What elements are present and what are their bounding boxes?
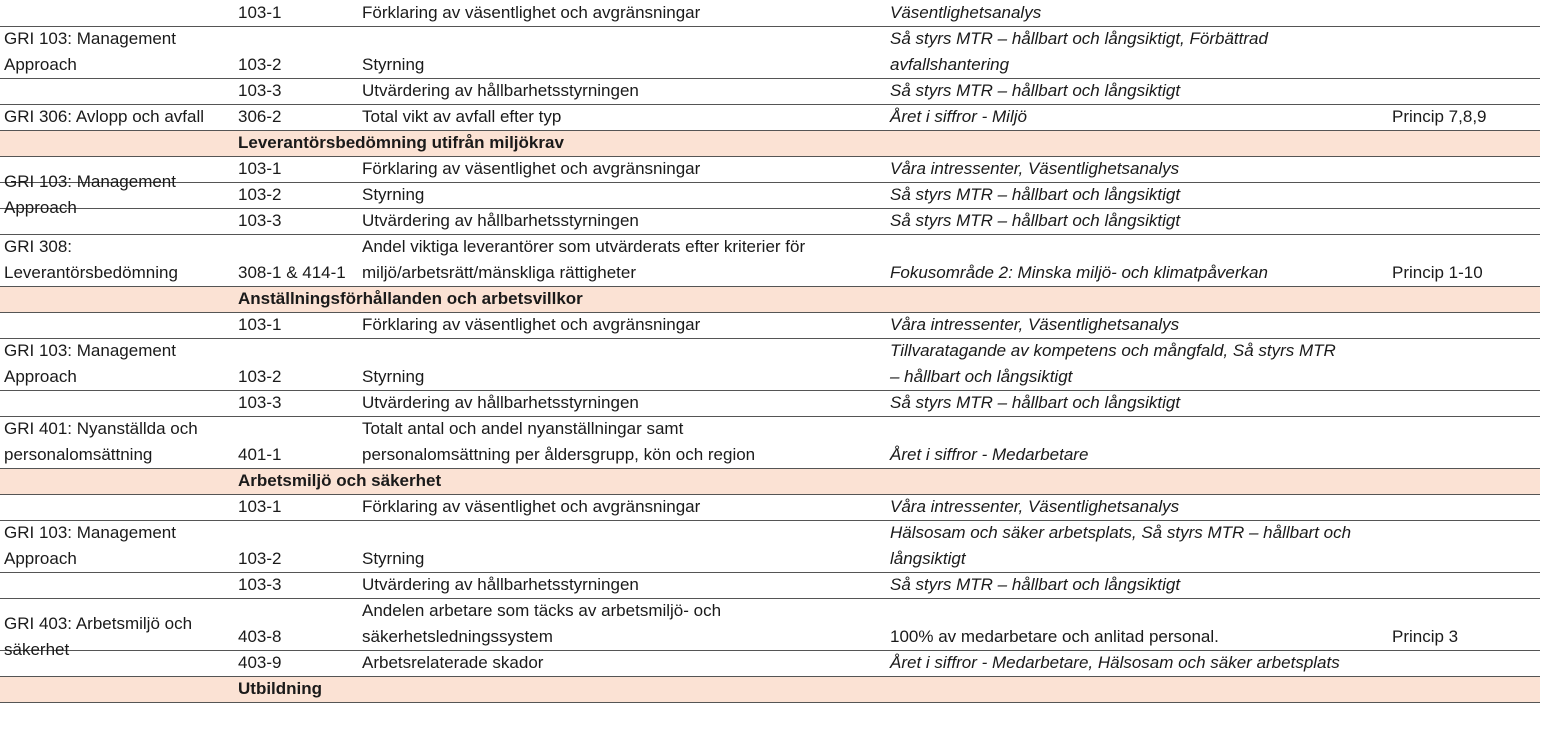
report-reference: Så styrs MTR – hållbart och långsiktigt [890,211,1181,230]
row-divider [0,208,1540,209]
gri-standard-name: GRI 103: Management [4,523,176,542]
report-reference: Våra intressenter, Väsentlighetsanalys [890,315,1180,334]
report-reference: Våra intressenter, Väsentlighetsanalys [890,159,1180,178]
disclosure-description: Förklaring av väsentlighet och avgränsningar [362,315,701,334]
section-band [0,286,1540,312]
gri-standard-name: GRI 103: Management [4,29,176,48]
report-reference: 100% av medarbetare och anlitad personal. [890,627,1219,646]
global-compact-principle: Princip 3 [1392,627,1459,646]
report-reference: Väsentlighetsanalys [890,3,1042,22]
gri-standard-name: GRI 308: [4,237,73,256]
disclosure-code: 103-1 [238,159,282,178]
disclosure-description: Andelen arbetare som täcks av arbetsmiljö- och [362,601,722,620]
disclosure-code: 308-1 & 414-1 [238,263,346,282]
report-reference: långsiktigt [890,549,966,568]
report-reference: Tillvaratagande av kompetens och mångfald, Så styrs MTR [890,341,1336,360]
gri-standard-name: Approach [4,549,77,568]
report-reference: Året i siffror - Medarbetare [890,445,1089,464]
disclosure-code: 103-3 [238,575,282,594]
global-compact-principle: Princip 1-10 [1392,263,1483,282]
disclosure-description: Förklaring av väsentlighet och avgränsningar [362,497,701,516]
row-divider [0,130,1540,131]
gri-standard-name: GRI 401: Nyanställda och [4,419,198,438]
row-divider [0,598,1540,599]
report-reference: – hållbart och långsiktigt [890,367,1073,386]
disclosure-code: 103-1 [238,315,282,334]
disclosure-code: 103-1 [238,3,282,22]
row-divider [0,676,1540,677]
disclosure-description: Styrning [362,367,425,386]
disclosure-description: Förklaring av väsentlighet och avgränsningar [362,3,701,22]
disclosure-description: Styrning [362,55,425,74]
row-divider [0,78,1540,79]
gri-standard-name: GRI 103: Management [4,172,176,191]
disclosure-description: säkerhetsledningssystem [362,627,553,646]
gri-standard-name: GRI 403: Arbetsmiljö och [4,614,193,633]
section-band [0,676,1540,702]
gri-standard-name: Approach [4,367,77,386]
row-divider [0,416,1540,417]
row-divider [0,182,1540,183]
disclosure-description: Andel viktiga leverantörer som utvärderats efter kriterier för [362,237,806,256]
gri-standard-name: säkerhet [4,640,70,659]
disclosure-description: personalomsättning per åldersgrupp, kön och region [362,445,756,464]
row-divider [0,26,1540,27]
report-reference: Våra intressenter, Väsentlighetsanalys [890,497,1180,516]
gri-standard-name: personalomsättning [4,445,153,464]
gri-standard-name: Leverantörsbedömning [4,263,178,282]
disclosure-description: Utvärdering av hållbarhetsstyrningen [362,393,639,412]
disclosure-code: 103-2 [238,55,282,74]
row-divider [0,702,1540,703]
disclosure-description: Förklaring av väsentlighet och avgränsningar [362,159,701,178]
row-divider [0,390,1540,391]
disclosure-code: 306-2 [238,107,282,126]
disclosure-description: Styrning [362,185,425,204]
gri-standard-name: GRI 103: Management [4,341,176,360]
section-band [0,130,1540,156]
row-divider [0,104,1540,105]
gri-standard-name: GRI 306: Avlopp och avfall [4,107,205,126]
section-heading: Arbetsmiljö och säkerhet [238,471,442,490]
report-reference: Fokusområde 2: Minska miljö- och klimatpåverkan [890,263,1268,282]
report-reference: Så styrs MTR – hållbart och långsiktigt [890,81,1181,100]
disclosure-code: 103-2 [238,549,282,568]
row-divider [0,572,1540,573]
gri-standard-name: Approach [4,198,77,217]
report-reference: Så styrs MTR – hållbart och långsiktigt [890,575,1181,594]
report-reference: Så styrs MTR – hållbart och långsiktigt [890,185,1181,204]
disclosure-description: Arbetsrelaterade skador [362,653,544,672]
section-heading: Anställningsförhållanden och arbetsvillkor [238,289,583,308]
disclosure-code: 103-2 [238,185,282,204]
disclosure-description: Utvärdering av hållbarhetsstyrningen [362,211,639,230]
global-compact-principle: Princip 7,8,9 [1392,107,1487,126]
row-divider [0,494,1540,495]
disclosure-description: Styrning [362,549,425,568]
disclosure-description: miljö/arbetsrätt/mänskliga rättigheter [362,263,637,282]
report-reference: Hälsosam och säker arbetsplats, Så styrs MTR – hållbart och [890,523,1352,542]
row-divider [0,468,1540,469]
disclosure-code: 401-1 [238,445,282,464]
row-divider [0,156,1540,157]
disclosure-description: Utvärdering av hållbarhetsstyrningen [362,575,639,594]
report-reference: Året i siffror - Medarbetare, Hälsosam och säker arbetsplats [890,653,1340,672]
disclosure-code: 103-3 [238,393,282,412]
disclosure-code: 403-8 [238,627,282,646]
row-divider [0,286,1540,287]
disclosure-description: Total vikt av avfall efter typ [362,107,562,126]
disclosure-description: Totalt antal och andel nyanställningar samt [362,419,684,438]
report-reference: Så styrs MTR – hållbart och långsiktigt [890,393,1181,412]
disclosure-code: 103-3 [238,81,282,100]
section-heading: Leverantörsbedömning utifrån miljökrav [238,133,564,152]
section-band [0,468,1540,494]
disclosure-code: 103-2 [238,367,282,386]
disclosure-code: 403-9 [238,653,282,672]
disclosure-description: Utvärdering av hållbarhetsstyrningen [362,81,639,100]
report-reference: Året i siffror - Miljö [890,107,1027,126]
report-reference: Så styrs MTR – hållbart och långsiktigt, Förbättrad [890,29,1268,48]
report-reference: avfallshantering [890,55,1010,74]
section-heading: Utbildning [238,679,323,698]
disclosure-code: 103-1 [238,497,282,516]
disclosure-code: 103-3 [238,211,282,230]
gri-standard-name: Approach [4,55,77,74]
row-divider [0,312,1540,313]
